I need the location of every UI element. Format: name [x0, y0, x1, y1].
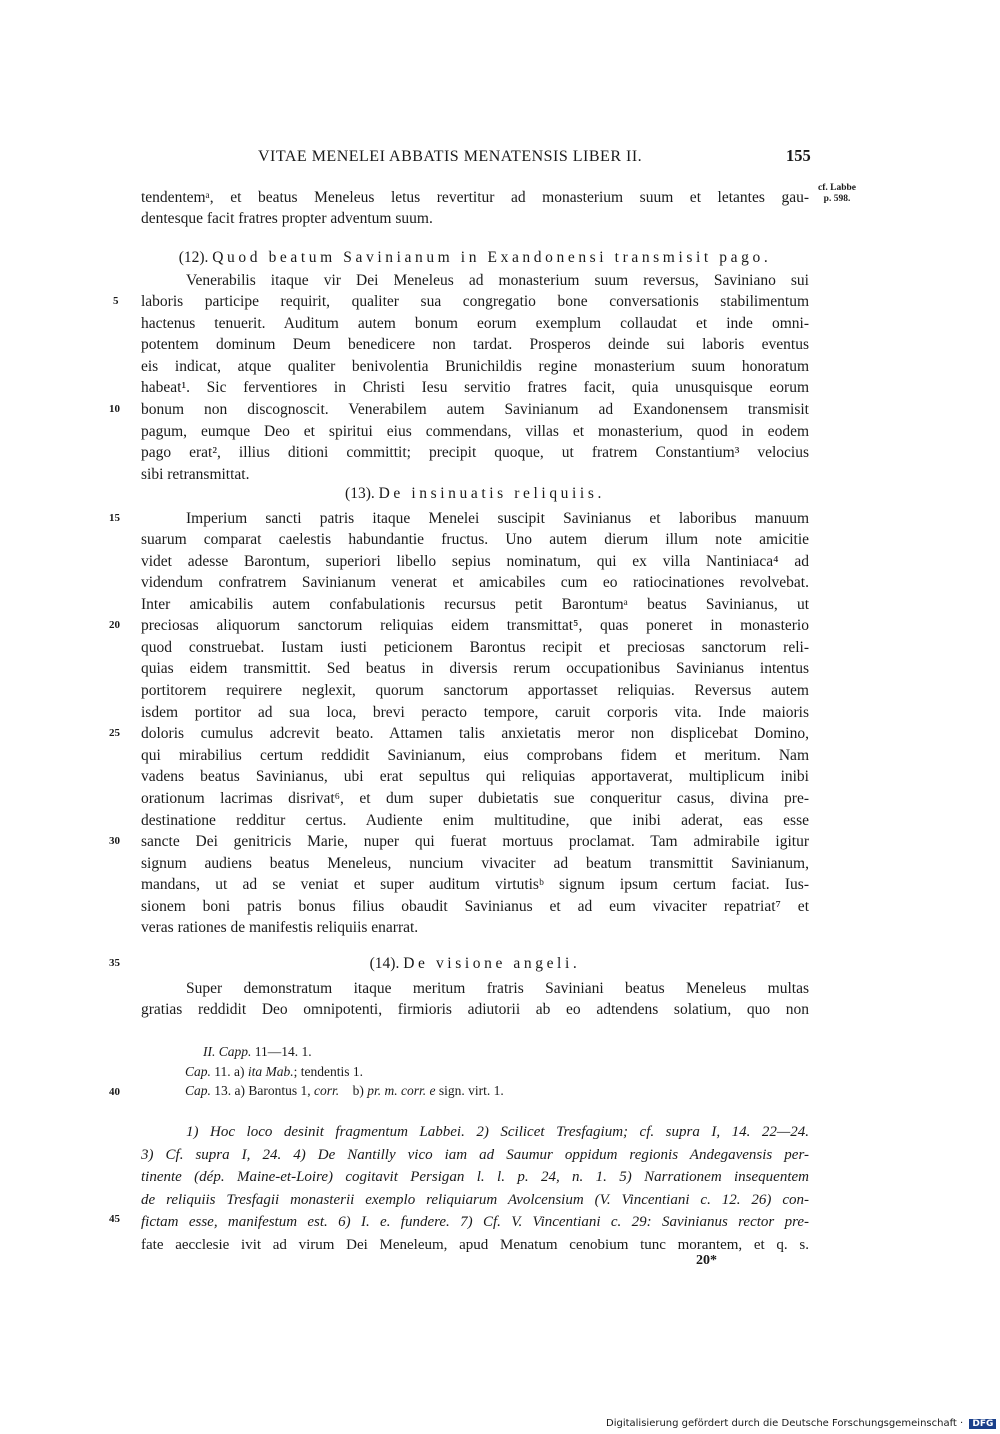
- line-number: 30: [109, 835, 120, 847]
- text-line: isdem portitor ad sua loca, brevi peracto tempore, caruit corporis vita. Inde maioris: [141, 704, 809, 721]
- text-line: potentem dominum Deum benedicere non tardat. Prosperos deinde sui laboris eventus: [141, 336, 809, 353]
- text-line: Inter amicabilis autem confabulationis recursus petit Barontumᵃ beatus Savinianus, ut: [141, 596, 809, 613]
- line-number: 40: [109, 1086, 120, 1098]
- text-line: orationum lacrimas disrivat⁶, et dum super dubietatis sue conqueritur casus, divina pre-: [141, 790, 809, 807]
- text-line: quod construebat. Iustam iusti peticionem Barontus recipit et preciosas sanctorum reli-: [141, 639, 809, 656]
- apparatus-text: 11. a): [214, 1064, 245, 1079]
- text-line: Imperium sancti patris itaque Menelei suscipit Savinianus et laboribus manuum: [186, 510, 809, 527]
- footnote-line: 3) Cf. supra I, 24. 4) De Nantilly vico iam ad Saumur oppidum regionis Andegavensis per-: [141, 1147, 809, 1163]
- text-line: destinatione redditur certus. Audiente enim multitudine, que inibi aderat, eas esse: [141, 812, 809, 829]
- text-line: habeat¹. Sic ferventiores in Christi Iesu servitio fratres facit, quia unusquisque eorum: [141, 379, 809, 396]
- text-line: sionem boni patris bonus filius obaudit Savinianus et ad eum vivaciter repatriat⁷ et: [141, 898, 809, 915]
- apparatus-cap: Cap.: [185, 1064, 211, 1079]
- text-line: suarum comparat caelestis habundantie fructus. Uno autem dierum illum note amicitie: [141, 531, 809, 548]
- apparatus-book: II.: [203, 1044, 216, 1059]
- apparatus-text: 13. a) Barontus 1,: [214, 1083, 311, 1098]
- chapter-heading-13: [141, 483, 809, 504]
- text-line: pago erat², illius ditioni committit; precipit quoque, ut fratrem Constantium³ velocius: [141, 444, 809, 461]
- text-line: vadens beatus Savinianus, ubi erat sepultus qui reliquias apportaverat, multiplicum inibi: [141, 768, 809, 785]
- text-line: laboris participe requirit, qualiter sua congregatio bone conversationis stabilimentum: [141, 293, 809, 310]
- text-line: qui mirabilius certum reddidit Savinianum, eius comprobans fidem et meritum. Nam: [141, 747, 809, 764]
- apparatus-italic: corr.: [314, 1083, 340, 1098]
- text-line: hactenus tenuerit. Auditum autem bonum eorum exemplum collaudat et inde omni-: [141, 315, 809, 332]
- apparatus-capp: Capp.: [218, 1044, 252, 1059]
- line-number: 25: [109, 727, 120, 739]
- footnote-line: fictam esse, manifestum est. 6) I. e. fundere. 7) Cf. V. Vincentiani c. 29: Savinianus rector pre-: [141, 1214, 809, 1230]
- footnote-line: fate aecclesie ivit ad virum Dei Meneleum, apud Menatum cenobium tunc morantem, et q. s.: [141, 1237, 809, 1253]
- printer-signature: 20*: [696, 1253, 717, 1268]
- apparatus-line: [203, 1042, 312, 1061]
- line-number: 15: [109, 512, 120, 524]
- text-line: veras rationes de manifestis reliquiis enarrat.: [141, 919, 419, 936]
- chapter-number: (12).: [178, 249, 209, 266]
- line-number: 20: [109, 619, 120, 631]
- apparatus-text: sign. virt. 1.: [438, 1083, 504, 1098]
- page-number: 155: [786, 146, 811, 165]
- chapter-heading-12: [141, 247, 809, 268]
- text-line: bonum non discognoscit. Venerabilem autem Savinianum ad Exandonensem transmisit: [141, 401, 809, 418]
- apparatus-line: [185, 1062, 363, 1081]
- line-number: 35: [109, 957, 120, 969]
- apparatus-italic: ita Mab.: [247, 1064, 294, 1079]
- text-line: videndum confratrem Savinianum venerat et amicabiles cum eo ratiocinationes revolvebat.: [141, 574, 809, 591]
- line-number: 5: [113, 295, 119, 307]
- chapter-heading-14: [141, 953, 809, 974]
- apparatus-cap: Cap.: [185, 1083, 211, 1098]
- chapter-number: (13).: [345, 485, 375, 502]
- footnote-line: de reliquiis Tresfagii monasterii exemplo reliquiarum Avolcensium (V. Vincentiani c. 12. 26) con-: [141, 1192, 809, 1208]
- apparatus-text: 11—14. 1.: [254, 1044, 312, 1059]
- text-line: sancte Dei genitricis Marie, nuper qui fuerat mortuus proclamat. Tam admirabile igitur: [141, 833, 809, 850]
- credit-text: Digitalisierung gefördert durch die Deutsche Forschungsgemeinschaft ·: [606, 1418, 964, 1429]
- text-line: doloris cumulus adcrevit beato. Attamen talis anxietatis meror non displicebat Domino,: [141, 725, 809, 742]
- margin-note-line-2: p. 598.: [823, 194, 851, 204]
- line-number: 45: [109, 1213, 120, 1225]
- margin-note-line-1: cf. Labbe: [818, 183, 856, 193]
- apparatus-italic: pr. m. corr. e: [367, 1083, 436, 1098]
- text-line: preciosas aliquorum sanctorum reliquias eidem transmittat⁵, quas poneret in monasterio: [141, 617, 809, 634]
- line-number: 10: [109, 403, 120, 415]
- running-title: VITAE MENELEI ABBATIS MENATENSIS LIBER II.: [258, 148, 643, 165]
- apparatus-line: [185, 1081, 504, 1100]
- text-line: Venerabilis itaque vir Dei Meneleus ad monasterium suum reversus, Saviniano sui: [186, 272, 809, 289]
- text-line: sibi retransmittat.: [141, 466, 250, 483]
- text-line: videt adesse Barontum, superiori libello sepius nominatum, qui ex villa Nantiniaca⁴ ad: [141, 553, 809, 570]
- text-line: mandans, ut ad se veniat et super auditum virtutisᵇ signum ipsum certum faciat. Ius-: [141, 876, 809, 893]
- chapter-number: (14).: [369, 955, 400, 972]
- text-line: quias eidem transmittit. Sed beatus in diversis rerum occupationibus Savinianus intentus: [141, 660, 809, 677]
- text-line: dentesque facit fratres propter adventum suum.: [141, 210, 433, 227]
- footnote-line: tinente (dép. Maine-et-Loire) cogitavit Persigan l. l. p. 24, n. 1. 5) Narrationem insequentem: [141, 1169, 809, 1185]
- text-line: pagum, eumque Deo et spiritui eius commendans, villas et monasterium, quod in eodem: [141, 423, 809, 440]
- margin-note: [818, 183, 856, 205]
- text-line: gratias reddidit Deo omnipotenti, firmioris adiutorii ab eo adtendens solatium, quo non: [141, 1001, 809, 1018]
- dfg-logo: DFG: [969, 1419, 996, 1429]
- digitization-credit: [606, 1418, 996, 1429]
- apparatus-text: b): [352, 1083, 364, 1098]
- apparatus-text: ; tendentis 1.: [293, 1064, 364, 1079]
- text-line: tendentemᵃ, et beatus Meneleus letus revertitur ad monasterium suum et letantes gau-: [141, 189, 809, 206]
- text-line: eis indicat, atque qualiter benivolentia Brunichildis regine monasterium suum honoratum: [141, 358, 809, 375]
- chapter-title: De visione angeli.: [403, 955, 581, 972]
- chapter-title: De insinuatis reliquiis.: [378, 485, 605, 502]
- text-line: signum audiens beatus Meneleus, nuncium vivaciter ad beatum transmittit Savinianum,: [141, 855, 809, 872]
- text-line: Super demonstratum itaque meritum fratris Saviniani beatus Meneleus multas: [186, 980, 809, 997]
- text-line: portitorem requirere neglexit, quorum sanctorum apportasset reliquias. Reversus autem: [141, 682, 809, 699]
- footnote-line: 1) Hoc loco desinit fragmentum Labbei. 2) Scilicet Tresfagium; cf. supra I, 14. 22—24.: [186, 1124, 809, 1140]
- chapter-title: Quod beatum Savinianum in Exandonensi transmisit pago.: [212, 249, 772, 266]
